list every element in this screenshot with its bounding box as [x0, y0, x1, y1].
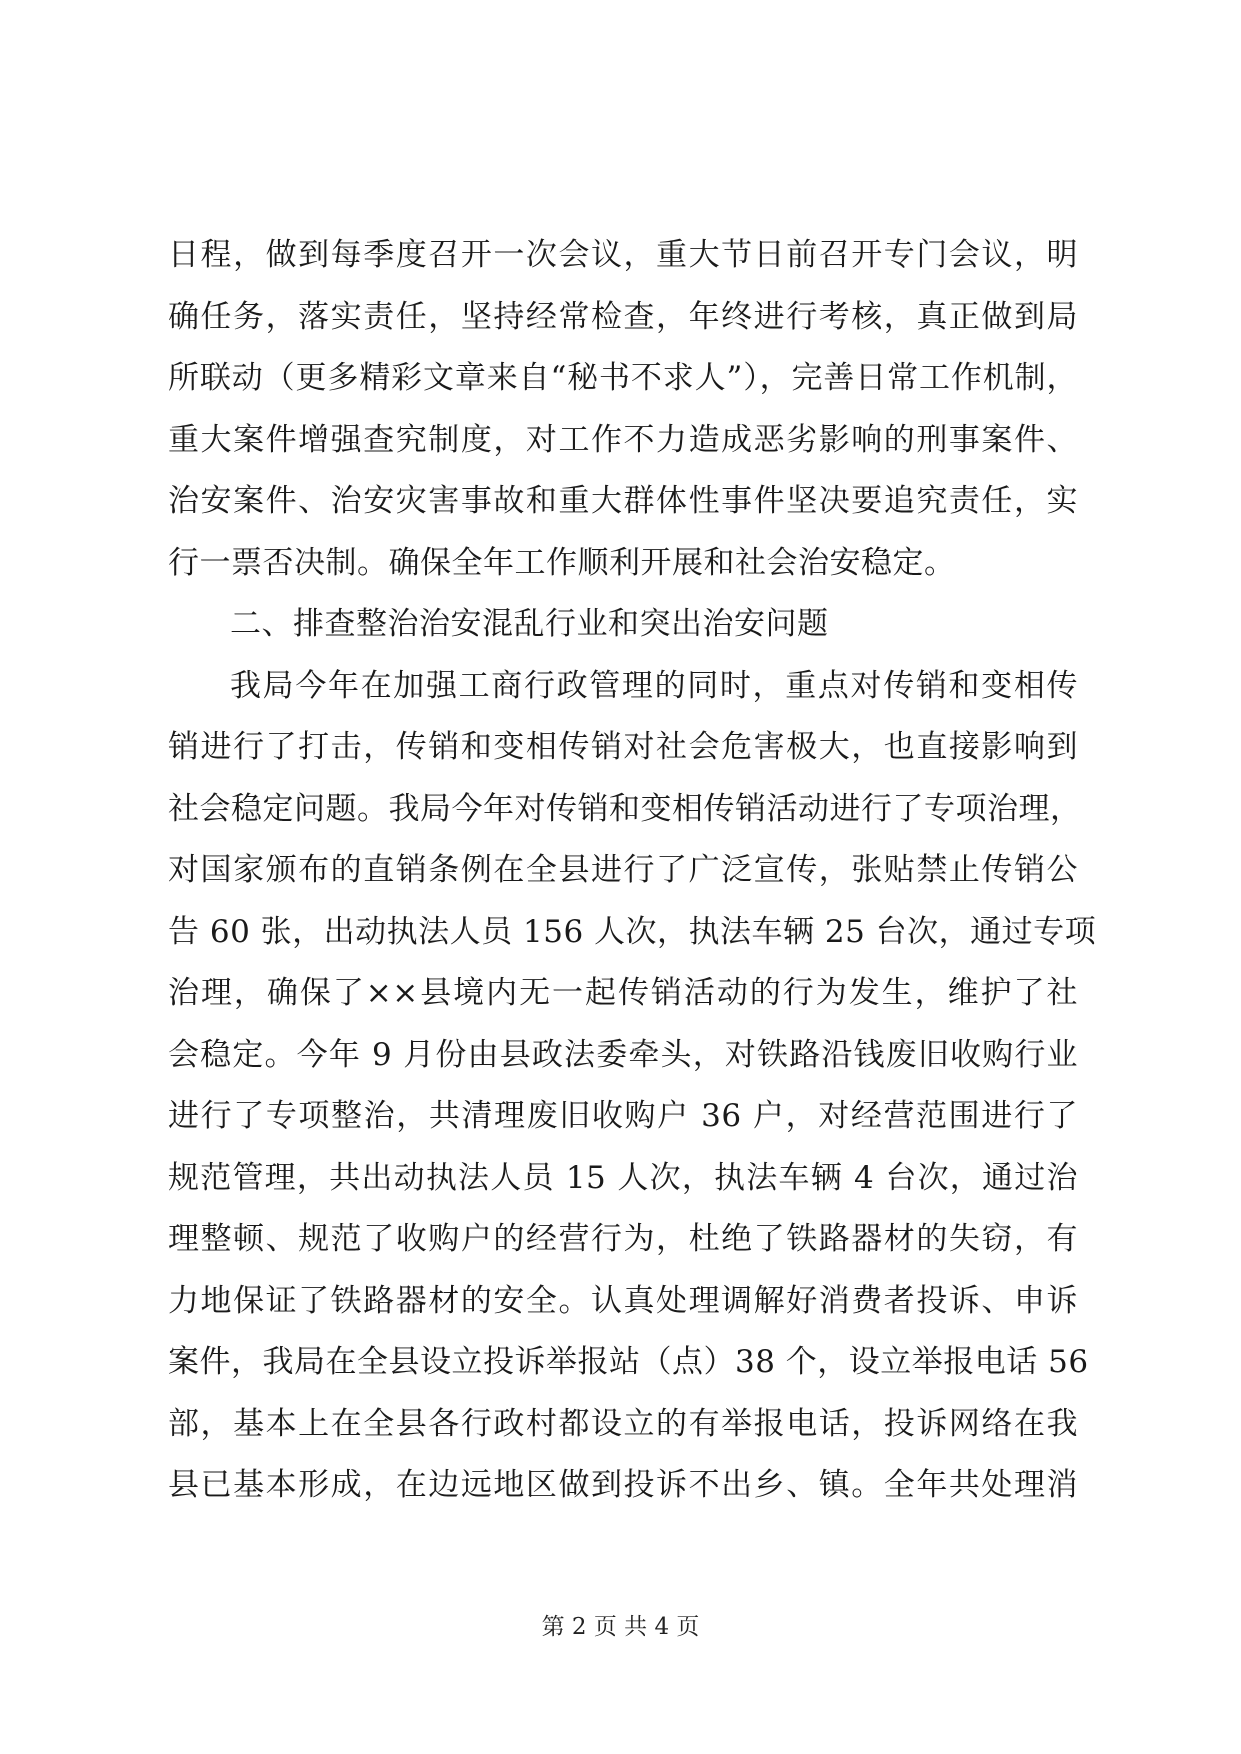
text-line: 社会稳定问题。我局今年对传销和变相传销活动进行了专项治理， [168, 790, 1082, 827]
text-line: 所联动（更多精彩文章来自“秘书不求人”），完善日常工作机制， [168, 360, 1078, 396]
text-line: 治安案件、治安灾害事故和重大群体性事件坚决要追究责任，实 [168, 483, 1078, 519]
text-line: 日程，做到每季度召开一次会议，重大节日前召开专门会议，明 [168, 237, 1078, 273]
text-line: 销进行了打击，传销和变相传销对社会危害极大，也直接影响到 [168, 729, 1078, 765]
page-number-footer: 第 2 页 共 4 页 [541, 1614, 700, 1640]
text-line: 确任务，落实责任，坚持经常检查，年终进行考核，真正做到局 [168, 298, 1078, 335]
text-line: 规范管理，共出动执法人员 15 人次，执法车辆 4 台次，通过治 [168, 1159, 1078, 1196]
body-text [168, 225, 1097, 1517]
text-line: 案件，我局在全县设立投诉举报站（点）38 个，设立举报电话 56 [168, 1344, 1089, 1380]
text-line: 治理，确保了××县境内无一起传销活动的行为发生，维护了社 [168, 975, 1078, 1011]
text-line: 告 60 张，出动执法人员 156 人次，执法车辆 25 台次，通过专项 [168, 913, 1097, 950]
text-line: 理整顿、规范了收购户的经营行为，杜绝了铁路器材的失窃，有 [168, 1221, 1078, 1257]
text-line: 部，基本上在全县各行政村都设立的有举报电话，投诉网络在我 [168, 1405, 1078, 1442]
text-line: 会稳定。今年 9 月份由县政法委牵头，对铁路沿钱废旧收购行业 [168, 1036, 1078, 1073]
text-line: 力地保证了铁路器材的安全。认真处理调解好消费者投诉、申诉 [168, 1282, 1078, 1319]
section-heading: 二、排查整治治安混乱行业和突出治安问题 [230, 606, 829, 642]
text-line: 我局今年在加强工商行政管理的同时，重点对传销和变相传 [230, 667, 1078, 704]
text-line: 行一票否决制。确保全年工作顺利开展和社会治安稳定。 [168, 544, 956, 581]
text-line: 对国家颁布的直销条例在全县进行了广泛宣传，张贴禁止传销公 [168, 852, 1078, 888]
text-line: 重大案件增强查究制度，对工作不力造成恶劣影响的刑事案件、 [168, 421, 1078, 458]
text-line: 进行了专项整治，共清理废旧收购户 36 户，对经营范围进行了 [168, 1098, 1078, 1134]
text-line: 县已基本形成，在边远地区做到投诉不出乡、镇。全年共处理消 [168, 1467, 1078, 1503]
